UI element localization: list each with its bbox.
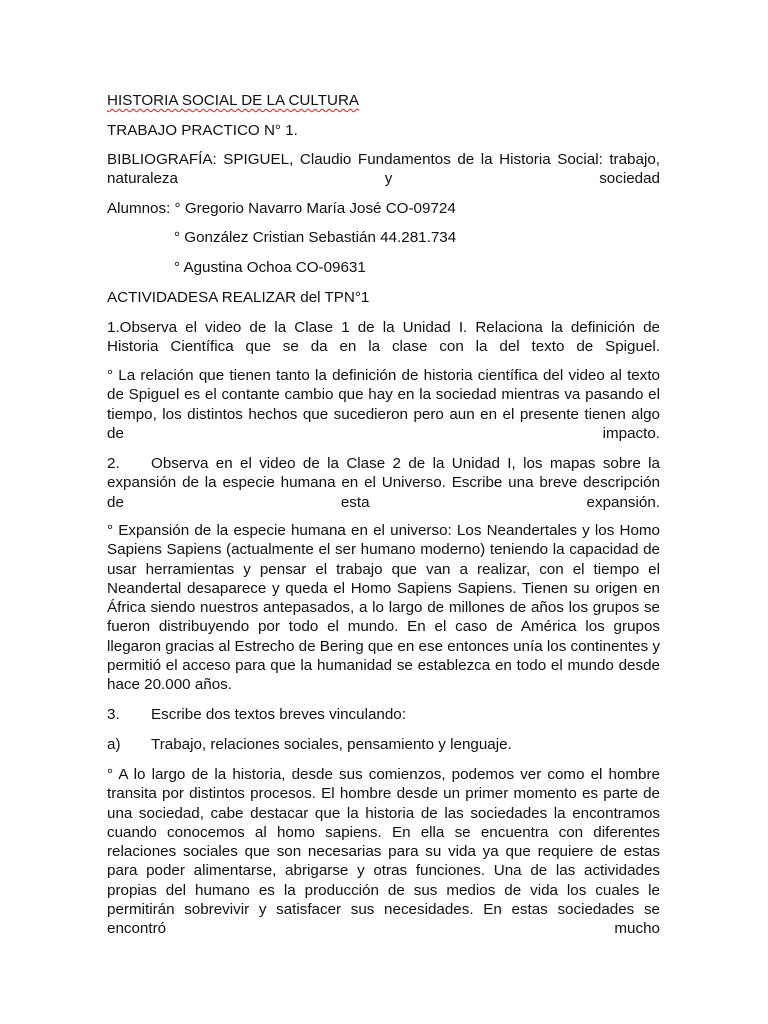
- document-title: HISTORIA SOCIAL DE LA CULTURA: [107, 92, 360, 109]
- question-3a: [107, 735, 660, 754]
- question-3: [107, 705, 660, 724]
- question-3-number: 3.: [107, 706, 120, 723]
- question-3a-text: Trabajo, relaciones sociales, pensamiento y lenguaje.: [151, 736, 512, 753]
- question-3-text: Escribe dos textos breves vinculando:: [151, 706, 406, 723]
- question-2: [107, 454, 660, 513]
- bibliography-paragraph: BIBLIOGRAFÍA: SPIGUEL, Claudio Fundamentos de la Historia Social: trabajo, naturaleza y sociedad: [107, 151, 660, 188]
- student-line-1: Alumnos: ° Gregorio Navarro María José CO-09724: [107, 200, 456, 217]
- question-1: 1.Observa el video de la Clase 1 de la Unidad I. Relaciona la definición de Historia Científica que se da en la clase con la del texto de Spiguel.: [107, 319, 660, 356]
- answer-3: ° A lo largo de la historia, desde sus comienzos, podemos ver como el hombre transita por distintos procesos. El hombre desde un primer momento es parte de una sociedad, cabe destacar que la historia de las sociedades la encontramos cuando conocemos al homo sapiens. En ella se encuentra con diferentes relaciones sociales que son necesarias para su vida ya que requiere de estas para poder alimentarse, abrigarse y otras funciones. Una de las actividades propias del humano es la producción de sus medios de vida los cuales le permitirán sobrevivir y satisfacer sus necesidades. En estas sociedades se encontró mucho: [107, 766, 660, 938]
- assignment-subtitle: TRABAJO PRACTICO N° 1.: [107, 122, 298, 139]
- student-line-3: ° Agustina Ochoa CO-09631: [174, 259, 366, 276]
- student-line-2: ° González Cristian Sebastián 44.281.734: [174, 229, 457, 246]
- activities-heading: ACTIVIDADESA REALIZAR del TPN°1: [107, 289, 370, 306]
- answer-1: ° La relación que tienen tanto la definición de historia científica del video al texto de Spiguel es el contante cambio que hay en la sociedad mientras va pasando el tiempo, los distintos hechos que sucedieron pero aun en el presente tienen algo de impacto.: [107, 367, 660, 442]
- answer-2: ° Expansión de la especie humana en el universo: Los Neandertales y los Homo Sapiens Sapiens (actualmente el ser humano moderno) teniendo la capacidad de usar herramientas y pensar el trabajo que van a realizar, con el tiempo el Neandertal desaparece y queda el Homo Sapiens Sapiens. Tienen su origen en África siendo nuestros antepasados, a lo largo de millones de años los grupos se fueron distribuyendo por todo el mundo. En el caso de América los grupos llegaron gracias al Estrecho de Bering que en ese entonces unía los continentes y permitió el acceso para que la humanidad se establezca en todo el mundo desde hace 20.000 años.: [107, 522, 661, 694]
- question-2-number: 2.: [107, 455, 120, 472]
- question-2-text: Observa en el video de la Clase 2 de la Unidad I, los mapas sobre la expansión de la especie humana en el Universo. Escribe una breve descripción de esta expansión.: [107, 455, 660, 511]
- question-3a-number: a): [107, 736, 121, 753]
